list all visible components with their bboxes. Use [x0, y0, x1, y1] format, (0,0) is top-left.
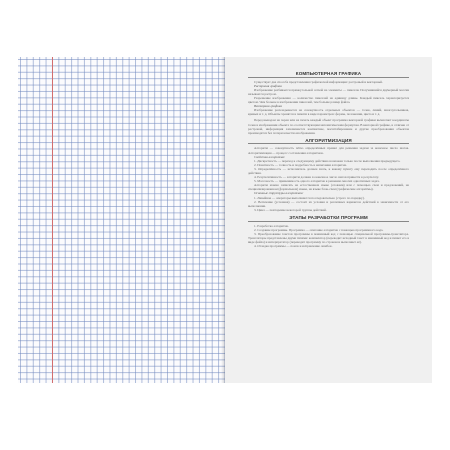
- section-paragraph: Свойства алгоритма:: [254, 154, 286, 159]
- section-heading: АЛГОРИТМИЗАЦИЯ: [248, 138, 409, 145]
- section-paragraph: Основные структуры алгоритмов:: [254, 191, 304, 196]
- section-paragraph: Существует два способа представления графической информации: растровый и векторный.: [254, 79, 383, 84]
- section-paragraph: 2. Создание программы. Программа — описание алгоритма с помощью программного кода.: [254, 227, 384, 232]
- section-paragraph: 1. Разработка алгоритма.: [254, 223, 289, 228]
- section-paragraph: 4. Результативность — алгоритм должен за конечное число шагов привести к результату.: [254, 175, 379, 180]
- section-heading: ЭТАПЫ РАЗРАБОТКИ ПРОГРАММ: [248, 215, 409, 222]
- section-paragraph: 1. Линейная — операторы выполняются последовательно (строго по порядку).: [254, 195, 365, 200]
- red-margin-line: [52, 57, 53, 383]
- section-paragraph: Алгоритм — совокупность чётко определённых правил для решения задачи за конечное число шагов. Алгоритмизация — процесс составления алгоритмов.: [248, 146, 409, 155]
- notebook-spread: [18, 57, 432, 383]
- reference-content: [248, 71, 409, 248]
- section-paragraph: 3. Определённость — исполнитель должен знать, к какому пункту ему переходить после определённого действия.: [248, 166, 409, 175]
- section-paragraph: 3. Преобразование текстов программы в машинный код с помощью специальной программы-транслятора. Трансляторы представлены двумя типами: компилятор (переводит исходный текст в машинный код и пишет его в виде файла) и интерпретатор (переводит программу по строкам и выполняет её).: [248, 231, 409, 244]
- section-paragraph: Разрешение изображения — количество пикселей на единицу длины. Каждый пиксель характеризуется цветом. Чем больше в изображении пикселей, тем больше размер файла.: [248, 95, 409, 105]
- section-paragraph: 2. Ветвление (условная) — состоит из условия и различных вариантов действий в зависимости от его выполнения.: [248, 199, 409, 208]
- section-paragraph: 5. Массовость — применимость одного алгоритма к решению многих однотипных задач.: [254, 179, 380, 184]
- section-paragraph: Изображение раскладывается на совокупность отдельных объектов — точек, линий, многоугольников, кривых и т. д. Объекты хранятся в памяти в виде параметров: формы, положения, цвета и т. д.: [248, 108, 409, 117]
- section-paragraph: 3. Цикл — повторение некоторой группы действий.: [254, 207, 327, 212]
- section-paragraph: 4. Отладка программы — поиск и исправление ошибок.: [254, 243, 333, 248]
- section-paragraph: 2. Понятность — точность и подробность в написании алгоритма.: [254, 162, 347, 167]
- section-paragraph: Алгоритм можно записать на естественном языке (словами) или с помощью схем и предложений, на специализированном (формальном) языке, на языке блок-схем (графические алгоритмы).: [248, 183, 409, 192]
- section-paragraph: Векторная графика: [254, 104, 282, 109]
- section-paragraph: Растровая графика: [254, 83, 282, 88]
- graph-paper-page: [18, 57, 225, 383]
- section-paragraph: Изображение разбивается прямоугольной сеткой на элементы — пиксели. Получившийся двумерный массив называется растром.: [248, 87, 409, 96]
- section-paragraph: Перед выводом на экран или на печать каждый объект программа векторной графики вычисляет координаты точек в изображении объекта по соответствующим математическим формулам. В векторной графике, в отличие от растровой, информация запоминается компактнее, масштабирование и другие преобразования объектов производятся без потери качества изображения.: [248, 118, 410, 135]
- reference-page: [225, 57, 432, 383]
- section-paragraph: 1. Дискретность — переход к следующему действию возможен только после выполнения предыдущего.: [254, 158, 401, 163]
- section-heading: КОМПЬЮТЕРНАЯ ГРАФИКА: [248, 71, 409, 78]
